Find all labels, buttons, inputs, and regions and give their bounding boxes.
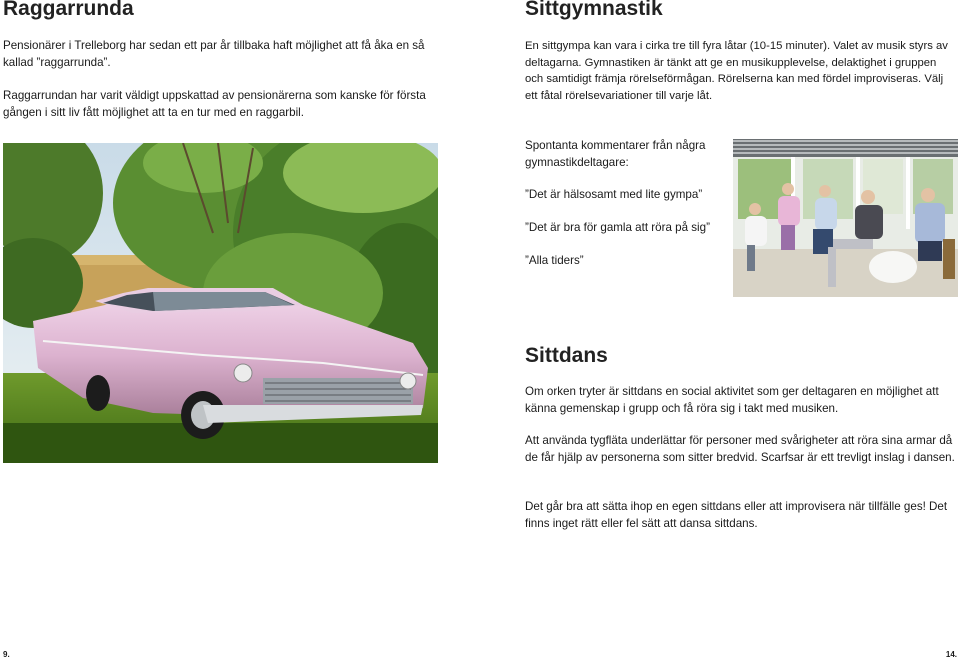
section-title-sittgymnastik: Sittgymnastik	[525, 0, 663, 20]
page-title-raggarrunda: Raggarrunda	[3, 0, 134, 20]
quote-2: ”Det är bra för gamla att röra på sig”	[525, 221, 710, 234]
raggarrunda-paragraph-2: Raggarrundan har varit väldigt uppskattad av pensionärerna som kanske för första gången i sitt liv fått möjlighet att ta en tur med en raggarbil.	[3, 89, 426, 119]
raggarrunda-paragraph-1: Pensionärer i Trelleborg har sedan ett par år tillbaka haft möjlighet att få åka en så kallad ”raggarrunda”.	[3, 39, 425, 69]
car-photo	[3, 143, 438, 463]
sittdans-paragraph-1: Om orken tryter är sittdans en social aktivitet som ger deltagaren en möjlighet att känna gemenskap i grupp och få röra sig i takt med musiken.	[525, 385, 939, 415]
section-title-sittdans: Sittdans	[525, 344, 608, 367]
gymnastics-photo	[733, 139, 958, 297]
page-number-right: 14.	[945, 650, 957, 659]
sittdans-paragraph-3: Det går bra att sätta ihop en egen sittdans eller att improvisera när tillfälle ges! Det finns inget rätt eller fel sätt att dansa sittdans.	[525, 500, 948, 530]
quote-1: ”Det är hälsosamt med lite gympa”	[525, 188, 703, 201]
page-number-left: 9.	[3, 650, 10, 659]
quote-3: ”Alla tiders”	[525, 254, 584, 267]
sittgymnastik-intro: En sittgympa kan vara i cirka tre till fyra låtar (10-15 minuter). Valet av musik styrs av deltagarna. Gymnastiken är tänkt att ge en musikupplevelse, delaktighet i gruppen och samtidigt främja rörelseförmågan. Rörelserna kan med fördel improviseras. Välj ett fåtal rörelsevariationer till varje låt.	[525, 40, 948, 102]
sittdans-paragraph-2: Att använda tygfläta underlättar för personer med svårigheter att röra sina armar då de får hjälp av personerna som sitter bredvid. Scarfsar är ett trevligt inslag i dansen.	[525, 434, 955, 464]
comments-intro: Spontanta kommentarer från några gymnastikdeltagare:	[525, 139, 706, 169]
